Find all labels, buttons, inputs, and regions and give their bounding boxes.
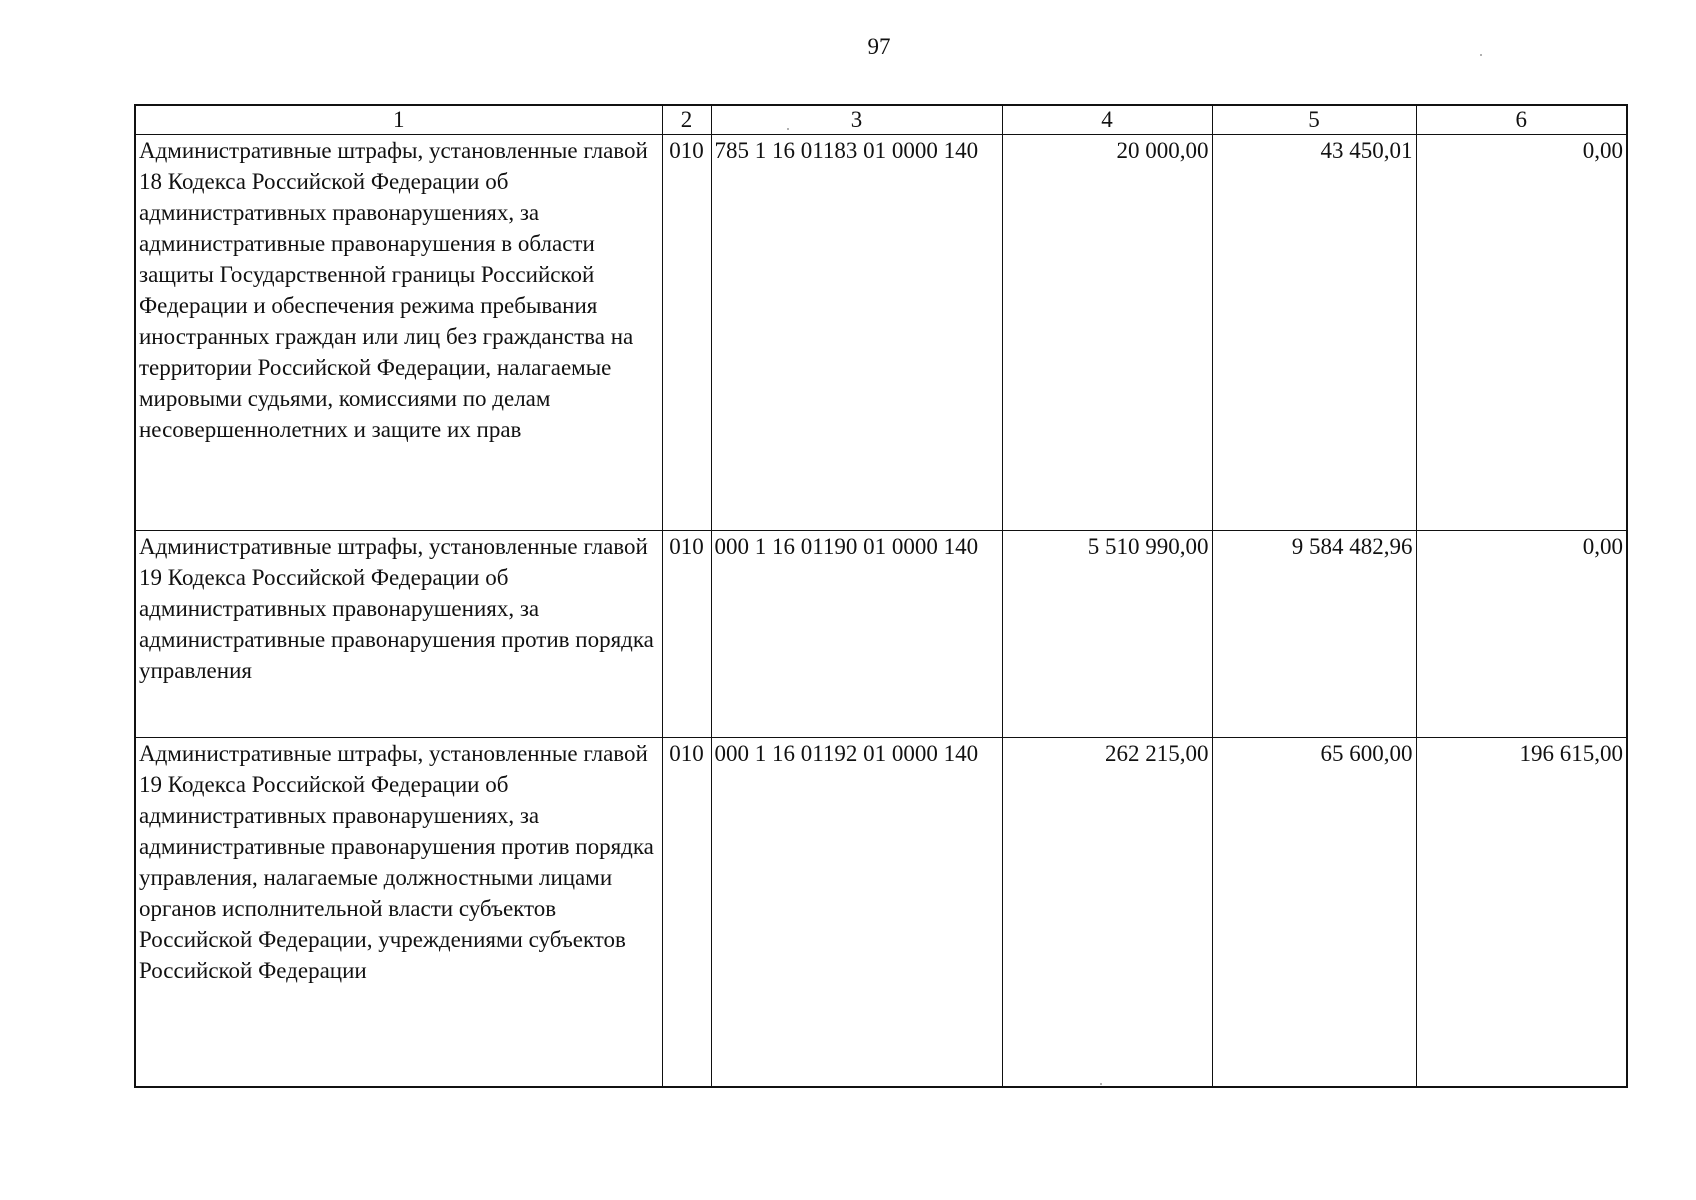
row-col6-cell: 196 615,00 — [1416, 738, 1627, 1088]
row-col4-cell: 5 510 990,00 — [1002, 531, 1212, 738]
row-col6-cell: 0,00 — [1416, 531, 1627, 738]
table-row — [135, 135, 1627, 531]
column-header-4: 4 — [1002, 105, 1212, 135]
row-kbk-cell: 000 1 16 01190 01 0000 140 — [711, 531, 1002, 738]
column-header-2: 2 — [662, 105, 711, 135]
scan-speck — [1480, 54, 1482, 56]
page-number: 97 — [867, 34, 891, 59]
column-header-3: 3 — [711, 105, 1002, 135]
table-row — [135, 738, 1627, 1088]
row-col4-cell: 262 215,00 — [1002, 738, 1212, 1088]
column-header-5: 5 — [1212, 105, 1416, 135]
row-name-cell: Административные штрафы, установленные главой 19 Кодекса Российской Федерации об административных правонарушениях, за административные правонарушения против порядка управления — [135, 531, 662, 738]
row-name-cell: Административные штрафы, установленные главой 18 Кодекса Российской Федерации об административных правонарушениях, за административные правонарушения в области защиты Государственной границы Российской Федерации и обеспечения режима пребывания иностранных граждан или лиц без гражданства на территории Российской Федерации, налагаемые мировыми судьями, комиссиями по делам несовершеннолетних и защите их прав — [135, 135, 662, 531]
row-code-cell: 010 — [662, 531, 711, 738]
row-col5-cell: 65 600,00 — [1212, 738, 1416, 1088]
row-code-cell: 010 — [662, 738, 711, 1088]
scan-speck — [1100, 1083, 1102, 1085]
row-col6-cell: 0,00 — [1416, 135, 1627, 531]
scan-speck — [787, 128, 789, 130]
row-col5-cell: 9 584 482,96 — [1212, 531, 1416, 738]
row-code-cell: 010 — [662, 135, 711, 531]
column-header-1: 1 — [135, 105, 662, 135]
row-col5-cell: 43 450,01 — [1212, 135, 1416, 531]
column-header-6: 6 — [1416, 105, 1627, 135]
row-col4-cell: 20 000,00 — [1002, 135, 1212, 531]
revenue-table — [134, 104, 1628, 1088]
column-number-row — [135, 105, 1627, 135]
table-row — [135, 531, 1627, 738]
row-kbk-cell: 785 1 16 01183 01 0000 140 — [711, 135, 1002, 531]
row-kbk-cell: 000 1 16 01192 01 0000 140 — [711, 738, 1002, 1088]
row-name-cell: Административные штрафы, установленные главой 19 Кодекса Российской Федерации об административных правонарушениях, за административные правонарушения против порядка управления, налагаемые должностными лицами органов исполнительной власти субъектов Российской Федерации, учреждениями субъектов Российской Федерации — [135, 738, 662, 1088]
